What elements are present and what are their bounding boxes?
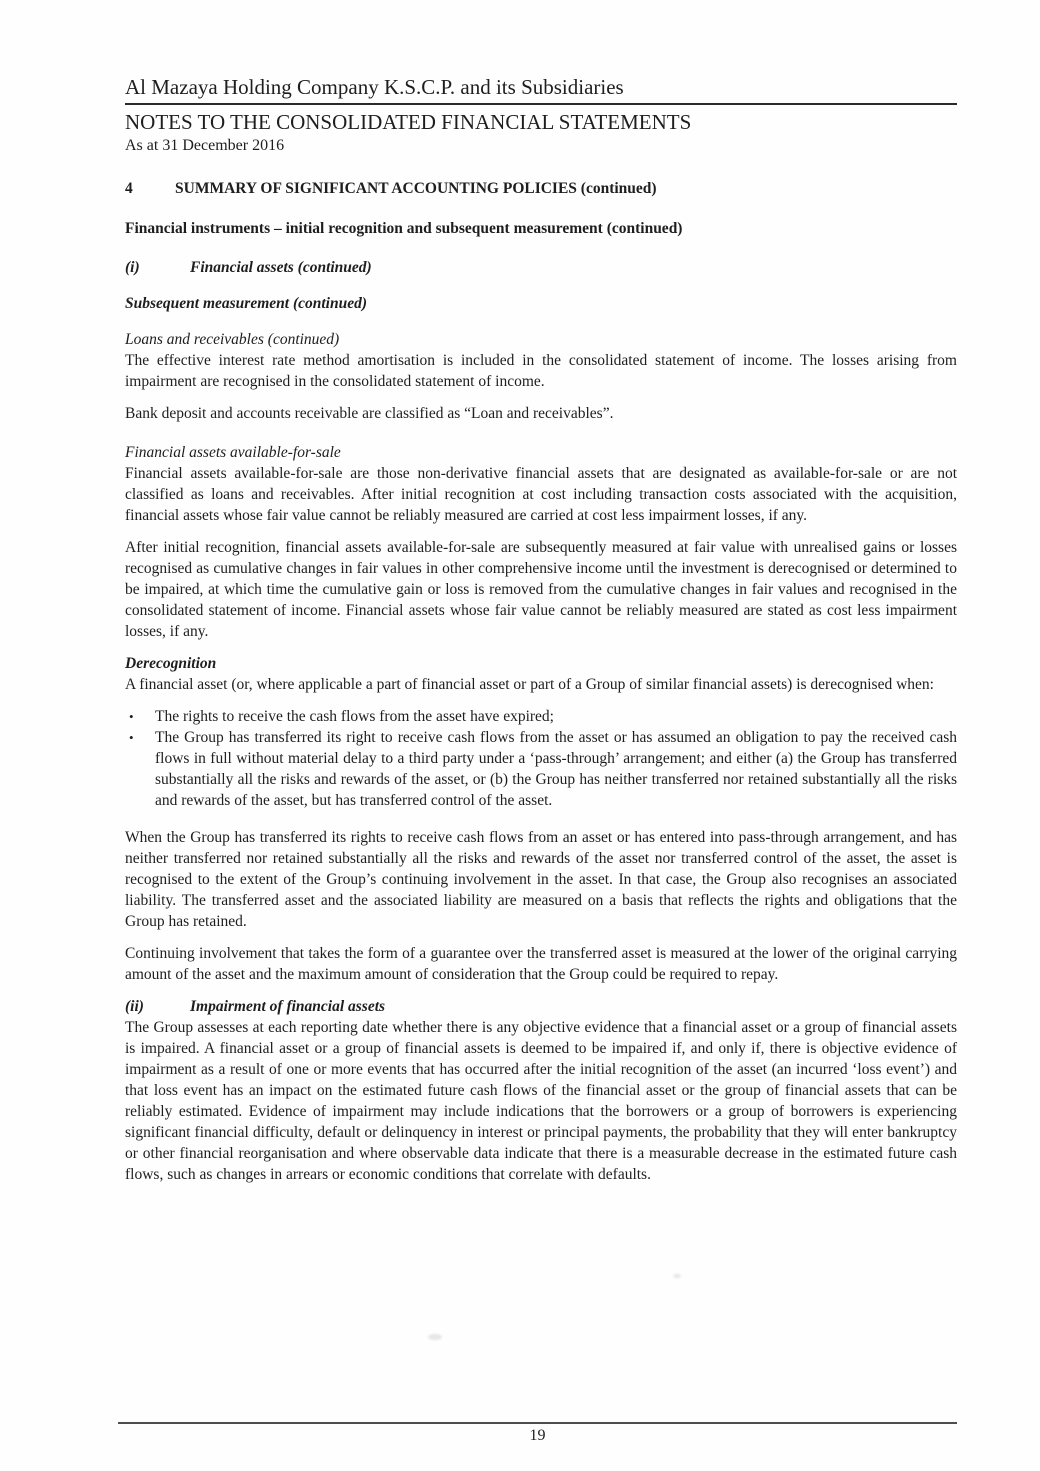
bullet-text-rights-expired: The rights to receive the cash flows from the asset have expired;	[155, 708, 554, 725]
subsection-title: Financial instruments – initial recognition and subsequent measurement (continued)	[125, 220, 683, 237]
footer-divider	[118, 1422, 957, 1424]
subheading-ii-title: Impairment of financial assets	[190, 997, 386, 1015]
header-divider	[125, 103, 957, 105]
impairment-paragraph: The Group assesses at each reporting date whether there is any objective evidence that a financial asset or a group of financial assets is impaired. A financial asset or a group of financial assets is deemed to be impaired if, and only if, there is objective evidence of impairment as a result of one or more events that has occurred after the initial recognition of the asset (an incurred ‘loss event’) and that loss event has an impact on the estimated future cash flows of the financial asset or the group of financial assets that can be reliably estimated. Evidence of impairment may include indications that the borrowers or a group of borrowers is experiencing significant financial difficulty, default or delinquency in interest or principal payments, the probability that they will enter bankruptcy or other financial reorganisation and where observable data indicate that there is a measurable decrease in the estimated future cash flows, such as changes in arrears or economic conditions that correlate with defaults.	[125, 1018, 957, 1183]
page-number: 19	[529, 1427, 546, 1444]
subheading-ii-label: (ii)	[125, 997, 144, 1015]
bank-deposit-paragraph: Bank deposit and accounts receivable are classified as “Loan and receivables”.	[125, 405, 614, 422]
available-for-sale-section	[125, 442, 957, 526]
document-content	[125, 74, 957, 1185]
list-item	[125, 727, 957, 811]
loans-receivables-section	[125, 329, 957, 392]
subheading-financial-assets	[125, 257, 957, 278]
available-for-sale-heading: Financial assets available-for-sale	[125, 444, 341, 461]
section-number: 4	[125, 180, 133, 197]
derecognition-bullet-list	[125, 706, 957, 811]
document-title: NOTES TO THE CONSOLIDATED FINANCIAL STATEMENTS	[125, 110, 692, 134]
derecognition-intro-paragraph: A financial asset (or, where applicable a part of financial asset or part of a Group of similar financial assets) is derecognised when:	[125, 676, 934, 693]
list-item	[125, 706, 957, 727]
subsequent-measurement-heading: Subsequent measurement (continued)	[125, 295, 367, 312]
bullet-icon: •	[129, 709, 134, 724]
section-heading	[125, 178, 957, 199]
available-for-sale-paragraph-2: After initial recognition, financial assets available-for-sale are subsequently measured at fair value with unrealised gains or losses recognised as cumulative changes in fair values in other comprehensive income until the investment is derecognised or determined to be impaired, at which time the cumulative gain or loss is removed from the cumulative changes in fair values and recognised in the consolidated statement of income. Financial assets whose fair value cannot be reliably measured are stated as cost less impairment losses, if any.	[125, 539, 957, 640]
document-body	[125, 178, 957, 1185]
derecognition-heading: Derecognition	[125, 655, 217, 672]
impairment-section	[125, 996, 957, 1185]
section-title: SUMMARY OF SIGNIFICANT ACCOUNTING POLICIES (continued)	[175, 180, 657, 197]
derecognition-paragraph-2: When the Group has transferred its rights to receive cash flows from an asset or has entered into pass-through arrangement, and has neither transferred nor retained substantially all the risks and rewards of the asset nor transferred control of the asset, the asset is recognised to the extent of the Group’s continuing involvement in the asset. In that case, the Group also recognises an associated liability. The transferred asset and the associated liability are measured on a basis that reflects the rights and obligations that the Group has retained.	[125, 828, 957, 930]
loans-receivables-heading: Loans and receivables (continued)	[125, 331, 340, 348]
page-header	[125, 74, 957, 156]
scan-artifact	[673, 1274, 681, 1278]
document-date: As at 31 December 2016	[125, 137, 285, 154]
bullet-icon: •	[129, 730, 134, 745]
page-footer	[118, 1422, 957, 1447]
company-name: Al Mazaya Holding Company K.S.C.P. and its Subsidiaries	[125, 75, 624, 99]
bullet-text-transferred-rights: The Group has transferred its right to receive cash flows from the asset or has assumed an obligation to pay the received cash flows in full without material delay to a third party under a ‘pass-through’ arrangement; and either (a) the Group has transferred substantially all the risks and rewards of the asset, or (b) the Group has neither transferred nor retained substantially all the risks and rewards of the asset, but has transferred control of the asset.	[155, 729, 957, 809]
scan-artifact	[428, 1334, 442, 1340]
loans-receivables-paragraph: The effective interest rate method amortisation is included in the consolidated statement of income. The losses arising from impairment are recognised in the consolidated statement of income.	[125, 352, 957, 390]
subheading-i-title: Financial assets (continued)	[190, 259, 372, 276]
derecognition-paragraph-3: Continuing involvement that takes the form of a guarantee over the transferred asset is measured at the lower of the original carrying amount of the asset and the maximum amount of consideration that the Group could be required to repay.	[125, 944, 957, 983]
subheading-i-label: (i)	[125, 259, 140, 276]
available-for-sale-paragraph-1: Financial assets available-for-sale are those non-derivative financial assets that are designated as available-for-sale or are not classified as loans and receivables. After initial recognition at cost including transaction costs associated with the acquisition, financial assets whose fair value cannot be reliably measured are carried at cost less impairment losses, if any.	[125, 465, 957, 524]
subheading-impairment	[125, 996, 957, 1017]
derecognition-section	[125, 653, 957, 695]
